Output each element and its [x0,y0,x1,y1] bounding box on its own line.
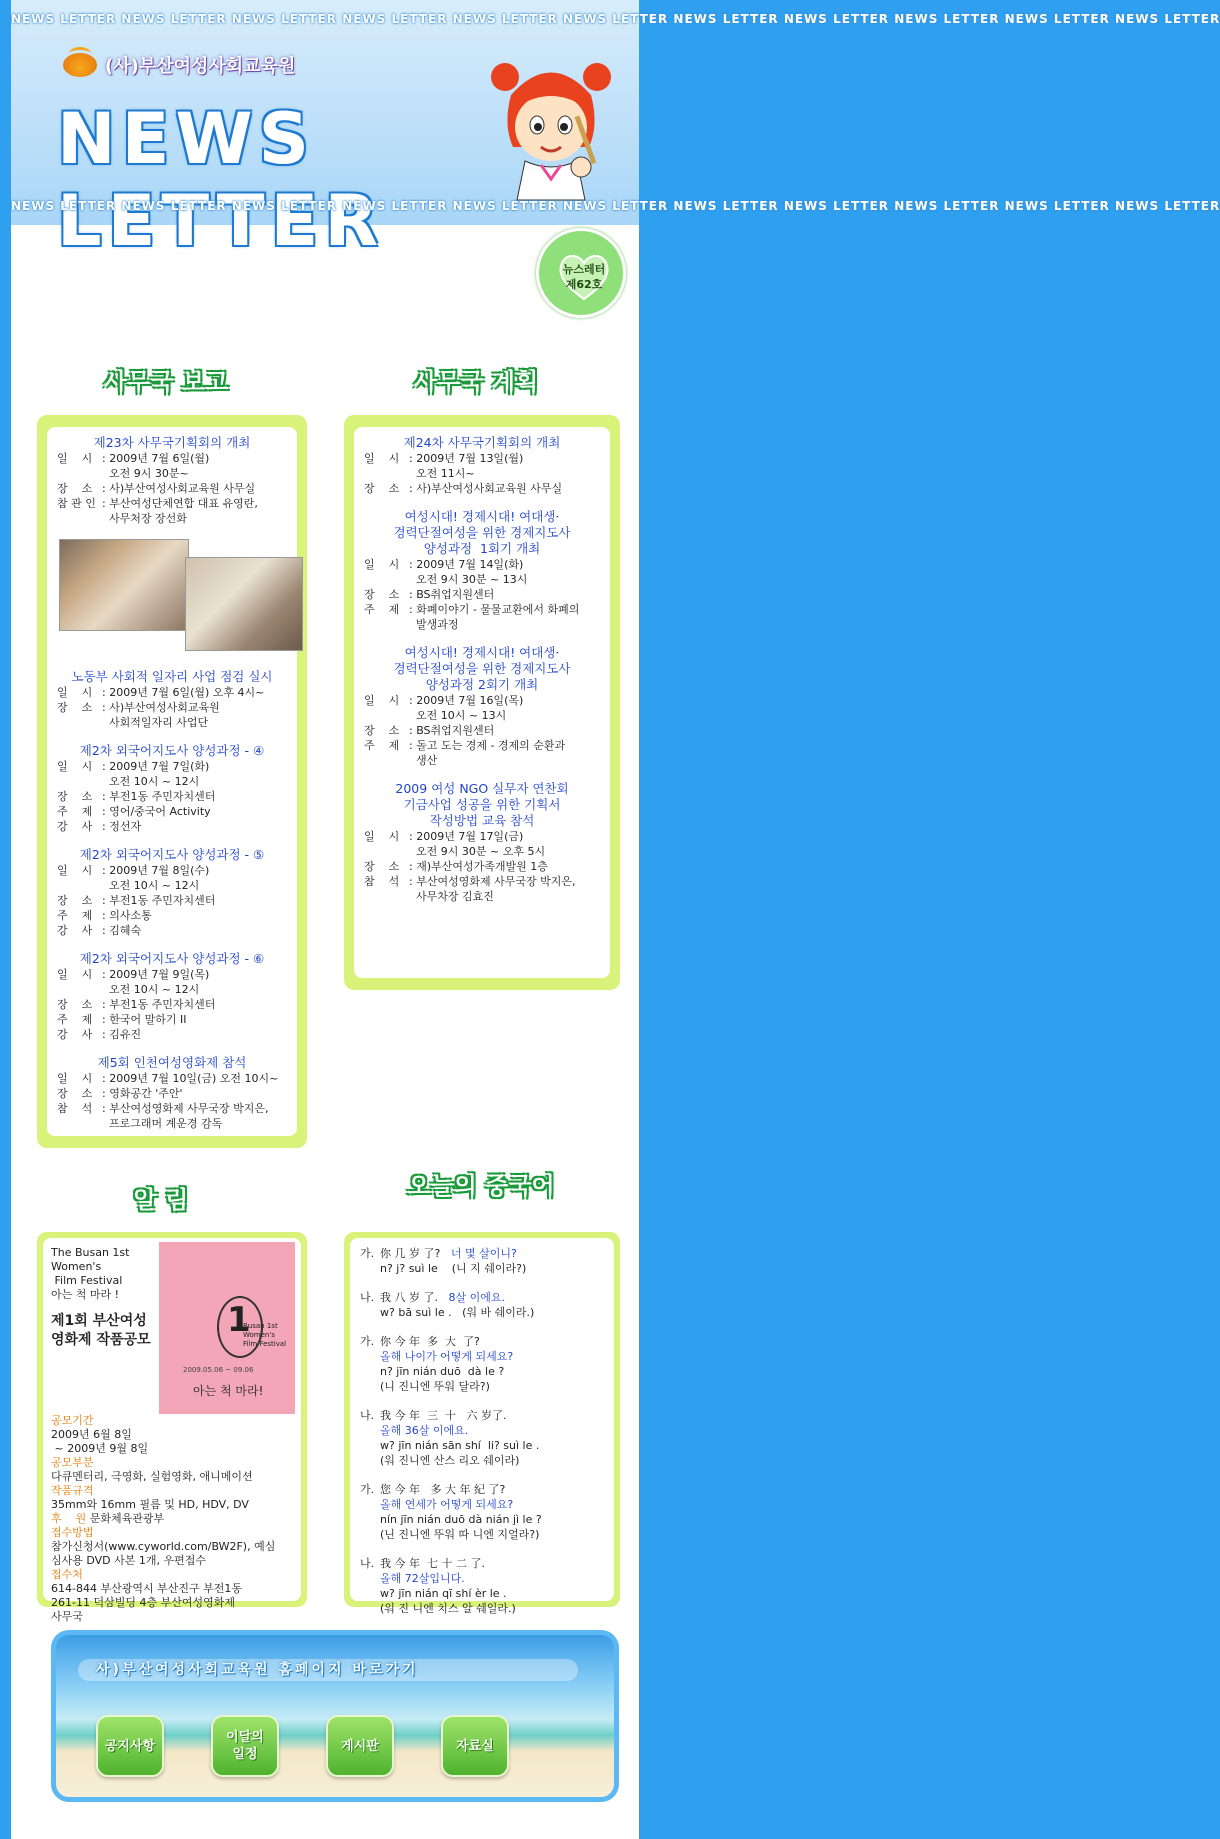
chinese-heading: 오늘의 중국어 [407,1172,555,1200]
phrase-line [360,1379,604,1394]
phrase-text [380,1261,526,1276]
org-logo-icon [63,53,97,77]
schedule-item [57,847,287,938]
phrase-line [360,1497,604,1512]
notice-heading: 알 림 [133,1186,189,1214]
phrase-line [360,1364,604,1379]
chinese-text: w? bā suì le . (워 바 쉐이라.) [380,1306,535,1319]
phrase-line [360,1571,604,1586]
speaker-label: 나. [360,1409,375,1422]
detail-row [57,819,287,834]
detail-key: 일 시 [57,760,93,773]
schedule-item [364,645,600,768]
phrase-item [360,1556,604,1616]
detail-value: : 부전1동 주민자치센터 [102,998,216,1011]
notice-field-label: 후 원 [51,1512,87,1525]
plan-panel [344,415,620,990]
phrase-text [380,1290,505,1305]
notice-field [51,1526,313,1568]
korean-text: 너 몇 살이니? [440,1247,517,1260]
detail-row [364,738,600,768]
notice-field-label: 작품규격 [51,1484,94,1497]
poster-text: Busan 1st Women's Film Festival [243,1322,287,1348]
detail-key: 일 시 [57,1072,93,1085]
detail-value: : 의사소통 [102,909,152,922]
phrase-line [360,1601,604,1616]
homepage-banner [51,1630,619,1802]
item-title: 여성시대! 경제시대! 여대생· 경력단절여성을 위한 경제지도사 양성과정 2회기 개최 [393,645,571,692]
phrase-text [380,1349,513,1364]
item-title: 여성시대! 경제시대! 여대생· 경력단절여성을 위한 경제지도사 양성과정 1회기 개최 [393,509,571,556]
chinese-text: 我 今 年 七 十 二 了. [380,1557,485,1570]
item-title: 노동부 사회적 일자리 사업 점검 실시 [71,669,273,684]
notice-button[interactable]: 공지사항 [96,1715,164,1777]
phrase-text [380,1556,485,1571]
speaker-label [360,1601,380,1616]
detail-row [57,1086,287,1101]
detail-row [57,481,287,496]
detail-key: 일 시 [57,452,93,465]
detail-row [57,685,287,700]
detail-value: : 정선자 [102,820,142,833]
item-title: 제23차 사무국기획회의 개최 [93,435,251,450]
detail-row [57,496,287,526]
issue-badge [536,228,626,318]
notice-field-label: 접수방법 [51,1526,94,1539]
korean-text: 8살 이에요. [438,1291,505,1304]
detail-key: 장 소 [57,790,93,803]
detail-value: : 2009년 7월 6일(월) 오후 4시~ [102,686,265,699]
report-panel [37,415,307,1148]
schedule-item [364,781,600,904]
notice-field [51,1456,313,1484]
chinese-text: 您 今 年 多 大 年 紀 了? [380,1483,506,1496]
notice-field-value: 참가신청서(www.cyworld.com/BW2F), 예심 심사용 DVD 사본 1개, 우편접수 [51,1540,276,1567]
phrase-item [360,1482,604,1542]
chinese-text: (닌 진니엔 뚜워 따 니엔 지얼라?) [380,1528,540,1541]
meeting-photos [57,539,287,649]
notice-field [51,1512,313,1526]
speaker-label [360,1571,380,1586]
speaker-label [360,1512,380,1527]
notice-panel [37,1232,307,1623]
phrase-line [360,1261,604,1276]
detail-row [57,908,287,923]
phrase-line [360,1438,604,1453]
detail-key: 일 시 [364,830,400,843]
detail-value: : 영어/중국어 Activity [102,805,211,818]
detail-key: 강 사 [57,1028,93,1041]
phrase-line [360,1305,604,1320]
phrase-line [360,1556,604,1571]
chinese-text: 我 今 年 三 十 六 岁了. [380,1409,507,1422]
speaker-label [360,1423,380,1438]
plan-heading: 사무국 계획 [413,368,539,396]
detail-value: : BS취업지원센터 [409,724,495,737]
phrase-line [360,1290,604,1305]
board-button[interactable]: 게시판 [326,1715,394,1777]
detail-value: : 2009년 7월 16일(목) 오전 10시 ~ 13시 [409,694,524,722]
chinese-text: 你 几 岁 了? [380,1247,441,1260]
detail-key: 장 소 [364,482,400,495]
festival-poster [159,1242,295,1414]
phrase-text [380,1364,504,1379]
detail-value: : 2009년 7월 9일(목) 오전 10시 ~ 12시 [102,968,210,996]
notice-content [43,1238,301,1623]
ticker-bottom: NEWS LETTER NEWS LETTER NEWS LETTER NEWS LETTER NEWS LETTER NEWS LETTER NEWS LETTER NEWS LETTER NEWS LETTER NEWS LETTER NEWS LETTER [11,199,1220,213]
phrase-text [380,1246,517,1261]
detail-row [364,829,600,859]
plan-list [354,427,610,978]
phrase-line [360,1512,604,1527]
notice-field-value: 다큐멘터리, 극영화, 실험영화, 애니메이션 [51,1470,253,1483]
phrase-text [380,1379,490,1394]
detail-key: 장 소 [364,860,400,873]
festival-name: The Busan 1st Women's Film Festival 아는 척 마라 ! [51,1246,130,1301]
item-title: 제2차 외국어지도사 양성과정 - ④ [79,743,265,758]
notice-field [51,1484,313,1512]
schedule-item [57,669,287,730]
detail-key: 참 석 [57,1102,93,1115]
detail-key: 장 소 [57,482,93,495]
detail-row [57,1071,287,1086]
notice-field [51,1568,313,1624]
notice-intro [51,1246,159,1350]
detail-key: 장 소 [364,724,400,737]
speaker-label [360,1497,380,1512]
detail-value: : 2009년 7월 10일(금) 오전 10시~ [102,1072,279,1085]
detail-value: : 2009년 7월 13일(월) 오전 11시~ [409,452,524,480]
detail-row [364,693,600,723]
speaker-label [360,1305,380,1320]
notice-fields [51,1414,313,1624]
phrase-item [360,1290,604,1320]
korean-text: 올해 72살입니다. [380,1572,465,1585]
org-brand [63,52,295,78]
chinese-text: n? j? suì le (니 지 쉐이라?) [380,1262,527,1275]
speaker-label: 가. [360,1483,375,1496]
schedule-item [57,1055,287,1131]
detail-key: 주 제 [364,603,400,616]
detail-row [57,923,287,938]
item-title: 제5회 인천여성영화제 참석 [97,1055,247,1070]
schedule-item [57,435,287,526]
detail-row [57,893,287,908]
detail-value: : BS취업지원센터 [409,588,495,601]
detail-key: 주 제 [364,739,400,752]
item-title: 제24차 사무국기획회의 개최 [403,435,561,450]
detail-row [57,967,287,997]
detail-row [57,451,287,481]
detail-row [364,587,600,602]
phrase-item [360,1334,604,1394]
speaker-label [360,1438,380,1453]
detail-value: : 2009년 7월 7일(화) 오전 10시 ~ 12시 [102,760,210,788]
chinese-text: (워 진니엔 산스 리오 쉐이라) [380,1454,520,1467]
item-title: 제2차 외국어지도사 양성과정 - ⑥ [79,951,265,966]
detail-row [364,723,600,738]
poster-korean: 아는 척 마라! [193,1384,264,1398]
newsletter-title: NEWS LETTER [57,98,385,262]
detail-value: : 부전1동 주민자치센터 [102,790,216,803]
notice-field-label: 접수처 [51,1568,83,1581]
speaker-label: 가. [360,1247,375,1260]
detail-row [364,481,600,496]
detail-key: 장 소 [57,1087,93,1100]
speaker-label [360,1364,380,1379]
chinese-list [350,1238,614,1615]
org-name: (사)부산여성사회교육원 [105,56,296,77]
detail-key: 일 시 [364,694,400,707]
chinese-text: 我 八 岁 了. [380,1291,438,1304]
detail-value: : 돌고 도는 경제 - 경제의 순환과 생산 [409,739,566,767]
chinese-panel [344,1232,620,1615]
phrase-line [360,1423,604,1438]
poster-dates: 2009.05.06 ~ 09.06 [183,1366,254,1374]
detail-key: 참 석 [364,875,400,888]
mascot-girl-icon [481,55,621,200]
detail-row [57,863,287,893]
speaker-label [360,1261,380,1276]
detail-value: : 2009년 7월 14일(화) 오전 9시 30분 ~ 13시 [409,558,528,586]
poster-number: 1 [227,1300,251,1340]
detail-key: 장 소 [364,588,400,601]
chinese-text: nín jīn nián duō dà nián jì le ? [380,1513,542,1526]
detail-row [364,602,600,632]
detail-key: 일 시 [57,968,93,981]
detail-key: 일 시 [364,452,400,465]
detail-key: 참 관 인 [57,497,96,510]
phrase-text [380,1438,539,1453]
phrase-text [380,1601,516,1616]
newsletter-page [11,0,1220,1839]
meeting-photo-2 [185,557,303,651]
badge-issue: 제62호 [565,278,603,291]
detail-value: : 영화공간 '주안' [102,1087,183,1100]
phrase-line [360,1246,604,1261]
phrase-text [380,1586,507,1601]
detail-key: 일 시 [57,686,93,699]
notice-field-value: 문화체육관광부 [86,1512,165,1525]
chinese-text: w? jīn nián sān shí li? suì le . [380,1439,540,1452]
detail-key: 주 제 [57,805,93,818]
chinese-text: 你 今 年 多 大 了? [380,1335,480,1348]
detail-row [364,859,600,874]
detail-row [57,759,287,789]
detail-value: : 사)부산여성사회교육원 사무실 [102,482,256,495]
notice-title: 제1회 부산여성 영화제 작품공모 [51,1313,151,1348]
phrase-text [380,1512,542,1527]
detail-row [57,789,287,804]
detail-row [57,997,287,1012]
monthly-schedule-button[interactable]: 이달의 일정 [211,1715,279,1777]
archive-button[interactable]: 자료실 [441,1715,509,1777]
chinese-text: w? jīn nián qī shí èr le . [380,1587,507,1600]
detail-row [364,451,600,481]
speaker-label: 나. [360,1291,375,1304]
detail-value: : 사)부산여성사회교육원 사무실 [409,482,563,495]
notice-field-label: 공모부분 [51,1456,94,1469]
phrase-text [380,1497,513,1512]
phrase-item [360,1408,604,1468]
detail-row [57,1012,287,1027]
phrase-line [360,1408,604,1423]
detail-value: : 부산여성영화제 사무국장 박지은, 프로그래머 계운경 감독 [102,1102,269,1130]
report-heading: 사무국 보고 [103,368,229,396]
phrase-line [360,1586,604,1601]
detail-value: : 김유진 [102,1028,142,1041]
detail-row [364,557,600,587]
notice-field-value: 35mm와 16mm 필름 및 HD, HDV, DV [51,1498,249,1511]
chinese-text: (워 진 니엔 치스 알 쉐일라.) [380,1602,516,1615]
phrase-text [380,1453,519,1468]
phrase-item [360,1246,604,1276]
phrase-text [380,1408,506,1423]
chinese-text: (니 진니엔 뚜워 달라?) [380,1380,490,1393]
detail-row [57,1101,287,1131]
detail-value: : 한국어 말하기 II [102,1013,187,1026]
detail-value: : 부산여성영화제 사무국장 박지은, 사무차장 김효진 [409,875,576,903]
detail-row [57,804,287,819]
badge-label: 뉴스레터 [562,263,606,276]
notice-field [51,1414,313,1456]
detail-value: : 2009년 7월 6일(월) 오전 9시 30분~ [102,452,210,480]
speaker-label [360,1349,380,1364]
speaker-label: 가. [360,1335,375,1348]
detail-value: : 2009년 7월 17일(금) 오전 9시 30분 ~ 오후 5시 [409,830,546,858]
detail-value: : 부산여성단체연합 대표 유영란, 사무처장 장선화 [102,497,258,525]
notice-field-label: 공모기간 [51,1414,94,1427]
speaker-label [360,1527,380,1542]
detail-value: : 재)부산여성가족개발원 1층 [409,860,548,873]
notice-field-value: 2009년 6월 8일 ~ 2009년 9월 8일 [51,1428,149,1455]
speaker-label [360,1453,380,1468]
phrase-text [380,1482,505,1497]
phrase-text [380,1423,468,1438]
notice-field-value: 614-844 부산광역시 부산진구 부전1동 261-11 덕삼빌딩 4층 부산여성영화제 사무국 [51,1582,242,1623]
speaker-label [360,1379,380,1394]
chinese-text: n? jīn nián duō dà le ? [380,1365,505,1378]
ticker-top: NEWS LETTER NEWS LETTER NEWS LETTER NEWS LETTER NEWS LETTER NEWS LETTER NEWS LETTER NEWS LETTER NEWS LETTER NEWS LETTER NEWS LETTER [11,12,1220,26]
phrase-text [380,1334,480,1349]
detail-value: : 사)부산여성사회교육원 사회적일자리 사업단 [102,701,220,729]
detail-key: 일 시 [364,558,400,571]
item-title: 제2차 외국어지도사 양성과정 - ⑤ [79,847,265,862]
detail-value: : 화폐이야기 - 물물교환에서 화폐의 발생과정 [409,603,580,631]
phrase-line [360,1527,604,1542]
report-list [47,427,297,1136]
korean-text: 올해 36살 이에요. [380,1424,469,1437]
detail-key: 강 사 [57,924,93,937]
schedule-item [57,951,287,1042]
phrase-line [360,1334,604,1349]
phrase-text [380,1305,534,1320]
detail-value: : 2009년 7월 8일(수) 오전 10시 ~ 12시 [102,864,210,892]
detail-row [57,1027,287,1042]
phrase-text [380,1527,539,1542]
header [11,0,1220,262]
schedule-item [57,743,287,834]
detail-row [364,874,600,904]
speaker-label [360,1586,380,1601]
korean-text: 올해 연세가 어떻게 되세요? [380,1498,514,1511]
korean-text: 올해 나이가 어떻게 되세요? [380,1350,514,1363]
phrase-text [380,1571,465,1586]
phrase-line [360,1453,604,1468]
detail-key: 강 사 [57,820,93,833]
phrase-line [360,1349,604,1364]
detail-key: 장 소 [57,894,93,907]
schedule-item [364,509,600,632]
item-title: 2009 여성 NGO 실무자 연찬회 기금사업 성공을 위한 기획서 작성방법 교육 참석 [395,781,569,828]
detail-key: 장 소 [57,998,93,1011]
detail-value: : 부전1동 주민자치센터 [102,894,216,907]
meeting-photo-1 [59,539,189,631]
phrase-line [360,1482,604,1497]
detail-value: : 김혜숙 [102,924,142,937]
detail-key: 장 소 [57,701,93,714]
detail-row [57,700,287,730]
detail-key: 주 제 [57,1013,93,1026]
detail-key: 주 제 [57,909,93,922]
banner-title[interactable]: 사)부산여성사회교육원 홈페이지 바로가기 [78,1659,578,1681]
schedule-item [364,435,600,496]
detail-key: 일 시 [57,864,93,877]
speaker-label: 나. [360,1557,375,1570]
